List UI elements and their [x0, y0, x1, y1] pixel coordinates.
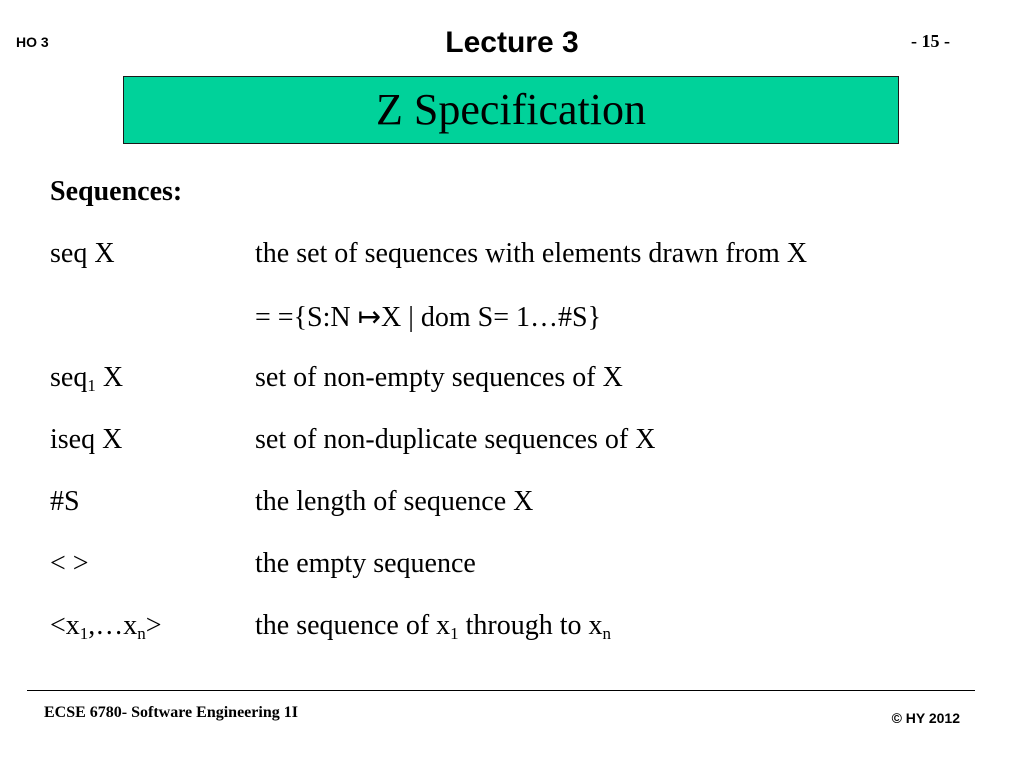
- footer-divider: [27, 690, 975, 691]
- definition-row: [0, 238, 1024, 278]
- definition-term: seq X: [50, 238, 115, 269]
- lecture-title: Lecture 3: [445, 26, 579, 59]
- section-heading: Sequences:: [50, 176, 183, 207]
- definition-row: [0, 424, 1024, 464]
- definition-row: [0, 610, 1024, 650]
- copyright-notice: © HY 2012: [891, 710, 960, 726]
- definition-description: the set of sequences with elements drawn from X: [255, 238, 808, 269]
- definition-term: seq$_1$ X: [50, 362, 124, 395]
- definition-description: the length of sequence X: [255, 486, 534, 517]
- definition-description: set of non-duplicate sequences of X: [255, 424, 656, 455]
- definition-description: set of non-empty sequences of X: [255, 362, 623, 393]
- definition-row: [0, 362, 1024, 402]
- definition-term: $<x_1,\dots x_n>$: [50, 610, 162, 643]
- definition-row: [0, 300, 1024, 340]
- course-name: ECSE 6780- Software Engineering 1I: [44, 704, 298, 721]
- definition-term: < >: [50, 548, 89, 579]
- definition-term: iseq X: [50, 424, 123, 455]
- definition-term: #S: [50, 486, 80, 517]
- definition-row: [0, 548, 1024, 588]
- definition-row: [0, 486, 1024, 526]
- slide-title-box: [123, 76, 899, 144]
- handout-number: HO 3: [16, 34, 49, 50]
- slide-title: Z Specification: [375, 85, 646, 134]
- page-number: - 15 -: [911, 31, 950, 51]
- definition-description: the empty sequence: [255, 548, 476, 579]
- definition-description: the sequence of $x_1$ through to $x_n$: [255, 610, 612, 643]
- definition-formula: = ={S:N ↦X | dom S= 1…#S}: [255, 302, 602, 333]
